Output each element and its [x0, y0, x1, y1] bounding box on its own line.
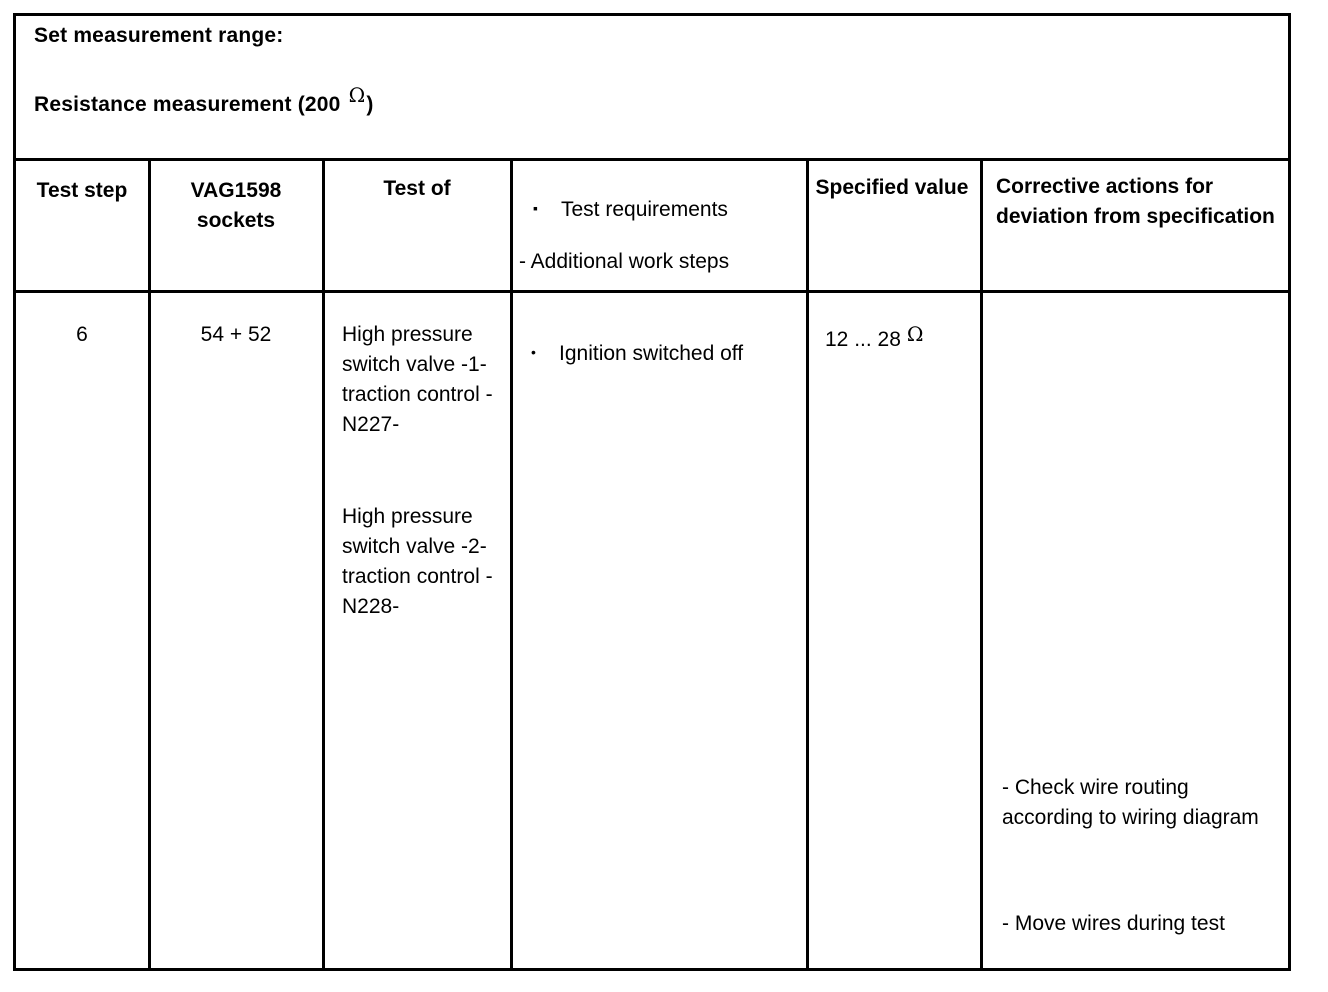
col-header-sockets: VAG1598 sockets	[190, 179, 282, 232]
column-divider	[322, 161, 325, 968]
test-of-n228: High pressure switch valve -2- traction control -N228-	[342, 505, 493, 618]
col-header-additional-steps: - Additional work steps	[519, 250, 730, 273]
requirement-text: Ignition switched off	[559, 342, 744, 365]
test-of-n227: High pressure switch valve -1- traction control -N227-	[342, 323, 493, 436]
requirements-bullet: ▪	[533, 200, 538, 216]
specified-value-range: 12 ... 28	[825, 328, 901, 351]
header-row-divider	[16, 290, 1288, 293]
measurement-table	[13, 13, 1291, 971]
test-requirements-label: Test requirements	[561, 198, 728, 221]
col-header-test-step: Test step	[36, 179, 128, 202]
resistance-label: Resistance measurement (200	[34, 93, 341, 116]
column-divider	[806, 161, 809, 968]
ohm-symbol: Ω	[348, 83, 366, 107]
corrective-move-wires: - Move wires during test	[1002, 912, 1225, 935]
ohm-symbol: Ω	[906, 322, 924, 346]
specified-value-cell	[825, 324, 975, 355]
col-header-test-of: Test of	[383, 177, 451, 200]
col-header-test-requirements	[533, 193, 803, 225]
column-divider	[980, 161, 983, 968]
test-of-cell	[342, 320, 504, 622]
column-divider	[510, 161, 513, 968]
resistance-measurement-line	[34, 83, 374, 117]
column-divider	[148, 161, 151, 968]
measurement-range-title: Set measurement range:	[34, 24, 284, 47]
requirement-item	[531, 337, 803, 369]
col-header-specified-value: Specified value	[815, 176, 969, 199]
requirement-bullet: •	[531, 344, 536, 360]
test-step-value: 6	[76, 323, 88, 346]
measurement-range-header	[16, 16, 1288, 161]
resistance-close-paren: )	[366, 93, 374, 116]
sockets-value: 54 + 52	[200, 323, 272, 346]
corrective-check-wire-routing: - Check wire routing according to wiring diagram	[1002, 776, 1259, 829]
col-header-corrective-actions: Corrective actions for deviation from specification	[996, 175, 1275, 228]
